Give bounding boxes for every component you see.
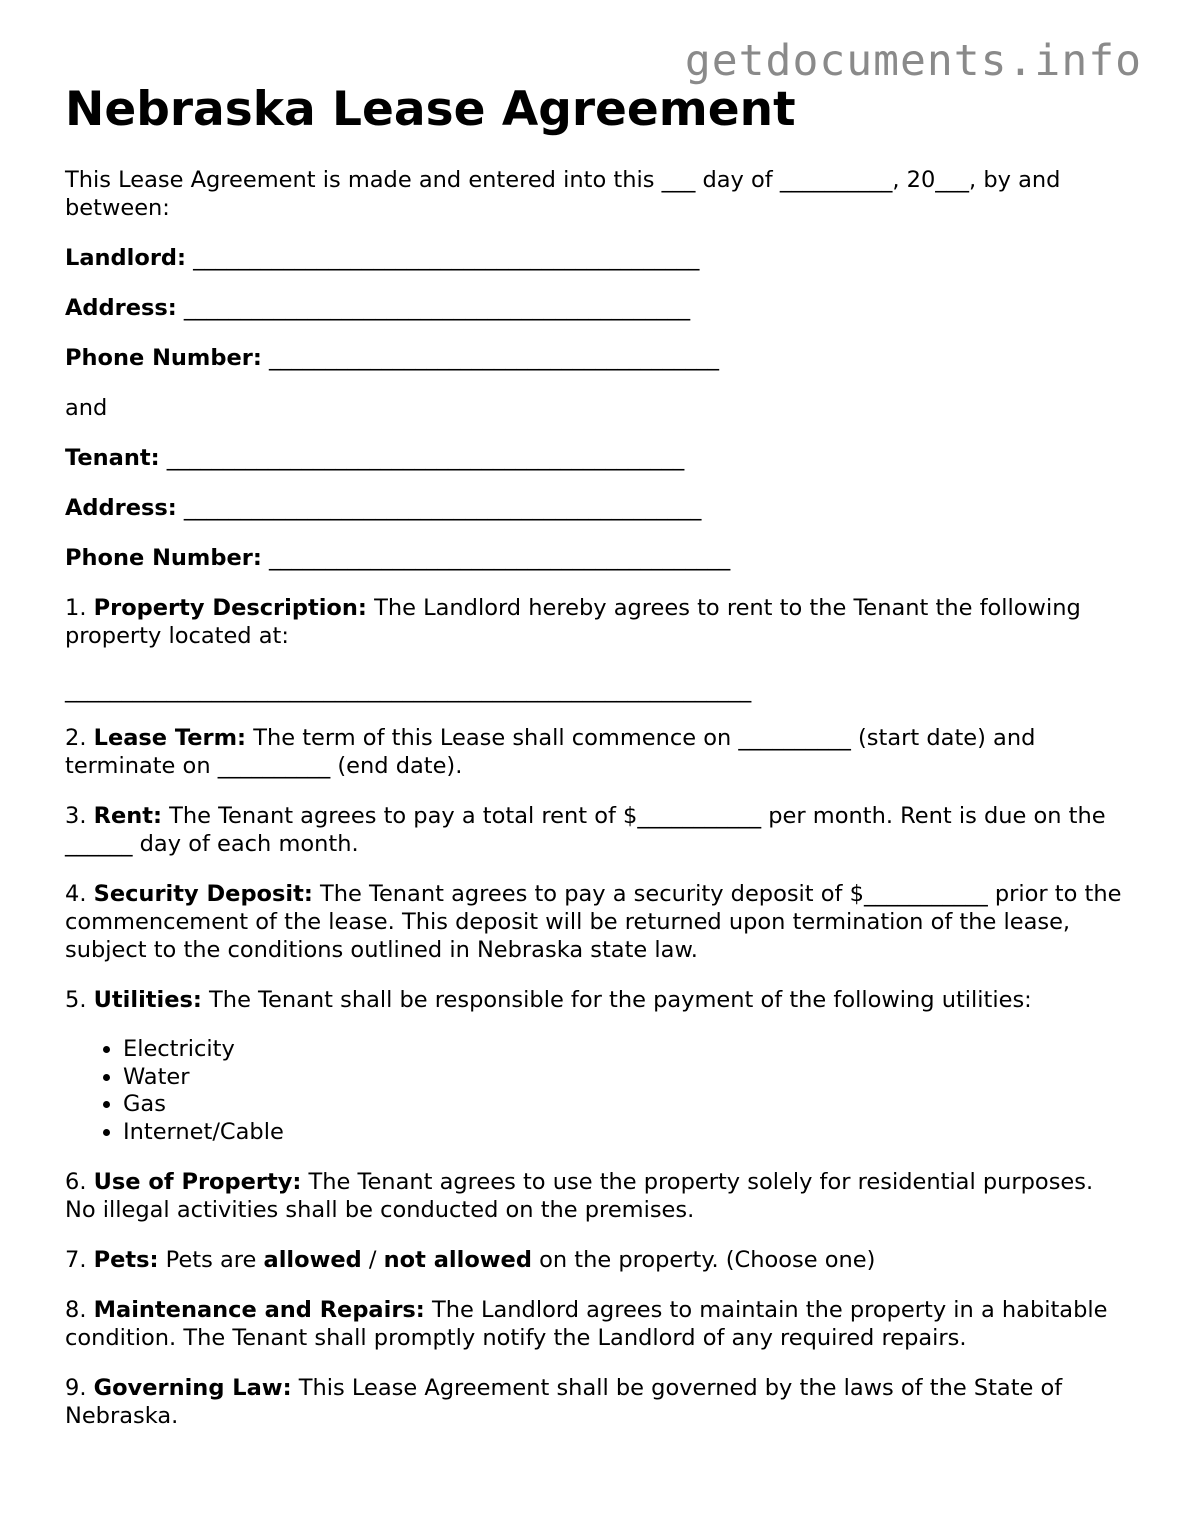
intro-paragraph: This Lease Agreement is made and entered into this ___ day of __________, 20___, by and between:	[65, 167, 1061, 221]
landlord-address-field	[65, 294, 1125, 322]
landlord-name-field	[65, 244, 1125, 272]
landlord-phone-line[interactable]: ________________________________________	[269, 345, 719, 371]
section-property-description	[65, 594, 1125, 650]
section-number: 4.	[65, 881, 87, 907]
section-text: The Tenant agrees to pay a total rent of $___________ per month. Rent is due on the ______ day of each month.	[65, 803, 1106, 857]
section-maintenance	[65, 1296, 1125, 1352]
section-text: on the property. (Choose one)	[531, 1247, 876, 1273]
tenant-phone-field	[65, 544, 1125, 572]
section-number: 1.	[65, 595, 87, 621]
property-address-line[interactable]: _____________________________________________________________	[65, 677, 752, 703]
section-text: The Landlord hereby agrees to rent to the Tenant the following property located at:	[65, 595, 1081, 649]
section-heading: Utilities:	[93, 987, 202, 1013]
section-number: 5.	[65, 987, 87, 1013]
tenant-address-label: Address:	[65, 495, 177, 521]
tenant-name-line[interactable]: ______________________________________________	[166, 445, 685, 471]
section-security-deposit	[65, 880, 1125, 964]
section-heading: Pets:	[93, 1247, 159, 1273]
landlord-phone-label: Phone Number:	[65, 345, 262, 371]
section-text: The term of this Lease shall commence on __________ (start date) and terminate on __________ (end date).	[65, 725, 1036, 779]
watermark: getdocuments.info	[684, 36, 1142, 86]
list-item: • Gas	[123, 1091, 1125, 1119]
landlord-address-label: Address:	[65, 295, 177, 321]
section-text: The Tenant agrees to use the property solely for residential purposes. No illegal activities shall be conducted on the premises.	[65, 1169, 1094, 1223]
section-heading: Rent:	[93, 803, 162, 829]
landlord-phone-field	[65, 344, 1125, 372]
section-number: 6.	[65, 1169, 87, 1195]
section-text: The Landlord agrees to maintain the property in a habitable condition. The Tenant shall promptly notify the Landlord of any required repairs.	[65, 1297, 1108, 1351]
section-number: 3.	[65, 803, 87, 829]
pets-allowed-option[interactable]: allowed	[263, 1247, 362, 1273]
section-heading: Maintenance and Repairs:	[93, 1297, 425, 1323]
section-number: 8.	[65, 1297, 87, 1323]
landlord-address-line[interactable]: _____________________________________________	[183, 295, 691, 321]
utilities-list	[65, 1036, 1125, 1146]
section-text: The Tenant agrees to pay a security deposit of $___________ prior to the commencement of the lease. This deposit will be returned upon termination of the lease, subject to the conditions outlined in Nebraska state law.	[65, 881, 1122, 963]
section-text: Pets are	[158, 1247, 264, 1273]
tenant-name-field	[65, 444, 1125, 472]
tenant-address-line[interactable]: ______________________________________________	[183, 495, 702, 521]
section-lease-term	[65, 724, 1125, 780]
option-separator: /	[361, 1247, 384, 1273]
tenant-phone-line[interactable]: _________________________________________	[269, 545, 731, 571]
list-item: • Electricity	[123, 1036, 1125, 1064]
section-heading: Security Deposit:	[93, 881, 313, 907]
section-utilities	[65, 986, 1125, 1014]
and-text: and	[65, 395, 108, 421]
tenant-name-label: Tenant:	[65, 445, 160, 471]
section-governing-law	[65, 1374, 1125, 1430]
tenant-phone-label: Phone Number:	[65, 545, 262, 571]
section-text: This Lease Agreement shall be governed by the laws of the State of Nebraska.	[65, 1375, 1063, 1429]
list-item: • Water	[123, 1064, 1125, 1092]
pets-not-allowed-option[interactable]: not allowed	[383, 1247, 532, 1273]
landlord-name-label: Landlord:	[65, 245, 187, 271]
section-text: The Tenant shall be responsible for the payment of the following utilities:	[201, 987, 1032, 1013]
document-title: Nebraska Lease Agreement	[65, 82, 796, 137]
list-item: • Internet/Cable	[123, 1119, 1125, 1147]
landlord-name-line[interactable]: _____________________________________________	[193, 245, 700, 271]
section-pets	[65, 1246, 1125, 1274]
section-use-of-property	[65, 1168, 1125, 1224]
section-number: 2.	[65, 725, 87, 751]
section-heading: Use of Property:	[93, 1169, 302, 1195]
section-number: 9.	[65, 1375, 87, 1401]
section-heading: Property Description:	[93, 595, 367, 621]
section-heading: Lease Term:	[93, 725, 247, 751]
section-rent	[65, 802, 1125, 858]
document-page	[65, 80, 1125, 1452]
section-heading: Governing Law:	[93, 1375, 292, 1401]
tenant-address-field	[65, 494, 1125, 522]
section-number: 7.	[65, 1247, 87, 1273]
